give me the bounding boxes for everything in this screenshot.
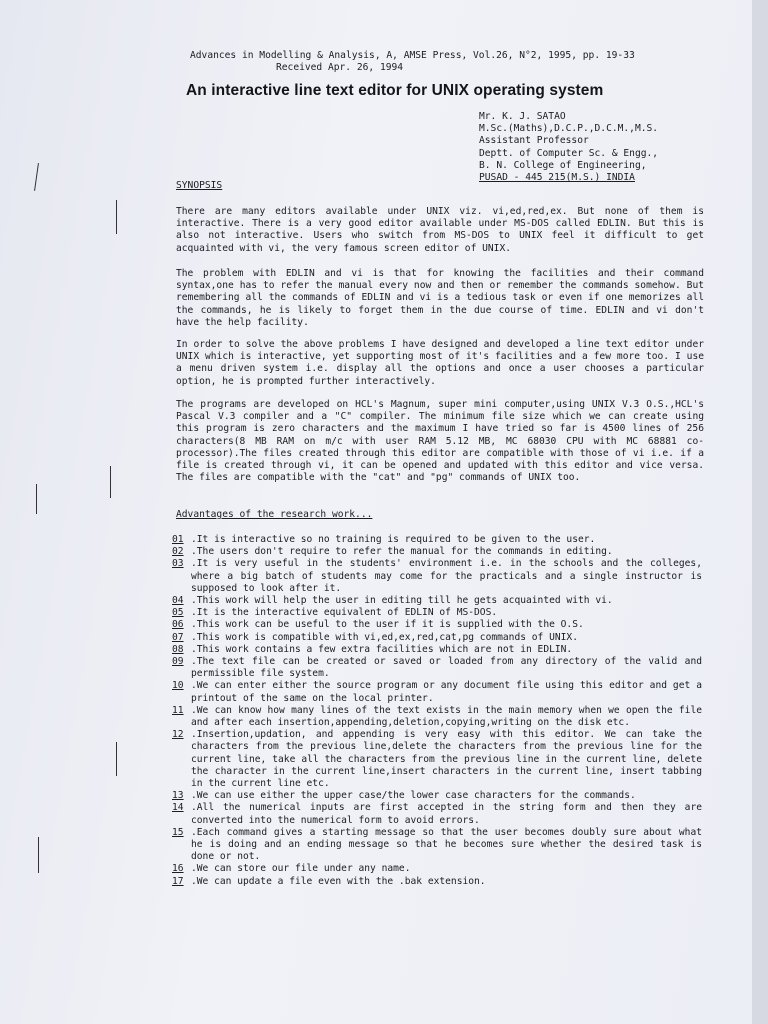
advantage-item: [172, 790, 702, 802]
author-name: Mr. K. J. SATAO: [479, 111, 566, 122]
advantage-text: .We can store our file under any name.: [191, 863, 411, 875]
advantage-number: 14: [172, 802, 184, 814]
advantage-number: 13: [172, 790, 184, 802]
advantage-number: 04: [172, 595, 184, 607]
advantage-item: [172, 619, 702, 631]
advantage-text: .We can use either the upper case/the lower case characters for the commands.: [191, 790, 636, 802]
advantage-item: [172, 534, 702, 546]
paragraph-environment: The programs are developed on HCL's Magnum, super mini computer,using UNIX V.3 O.S.,HCL's Pascal V.3 compiler and a "C" compiler. The minimum file size which we can create using this program is zero characters and the maximum I have tried so far is 4500 lines of 256 characters(8 MB RAM on m/c with user RAM 5.12 MB, MC 68030 CPU with MC 68881 co-processor).The files created through this editor are compatible with those of vi i.e. if a file is created through vi, it can be opened and updated with this editor and vice versa. The files are compatible with the "cat" and "pg" commands of UNIX too.: [176, 399, 704, 484]
advantage-text: .Insertion,updation, and appending is very easy with this editor. We can take the characters from the previous line,delete the characters from the previous line for the current line, take all the characters from the previous line in the current line, delete the character in the current line,insert characters in the current line, insert tabbing in the current line etc.: [191, 729, 702, 790]
advantage-number: 03: [172, 558, 184, 570]
advantage-text: .It is very useful in the students' environment i.e. in the schools and the colleges, where a big batch of students may come for the practicals and a single instructor is supposed to look after it.: [191, 558, 702, 594]
advantage-item: [172, 705, 702, 729]
author-position: Assistant Professor: [479, 135, 589, 147]
advantage-text: .This work will help the user in editing till he gets acquainted with vi.: [191, 595, 613, 607]
author-address: PUSAD - 445 215(M.S.) INDIA: [479, 172, 635, 184]
advantages-heading: Advantages of the research work...: [176, 509, 373, 520]
author-department: Deptt. of Computer Sc. & Engg.,: [479, 147, 659, 159]
advantage-item: [172, 632, 702, 644]
advantage-item: [172, 558, 702, 595]
advantage-item: [172, 802, 702, 826]
advantage-item: [172, 595, 702, 607]
margin-mark: [38, 837, 39, 873]
advantage-item: [172, 680, 702, 704]
margin-mark: [36, 484, 37, 514]
citation-line: Advances in Modelling & Analysis, A, AMSE Press, Vol.26, N°2, 1995, pp. 19-33: [190, 50, 635, 61]
advantage-number: 12: [172, 729, 184, 741]
advantage-item: [172, 863, 702, 875]
advantage-number: 16: [172, 863, 184, 875]
advantage-number: 05: [172, 607, 184, 619]
margin-mark: [110, 466, 111, 498]
author-degrees: M.Sc.(Maths),D.C.P.,D.C.M.,M.S.: [479, 123, 659, 135]
author-block: [479, 111, 739, 184]
advantage-number: 11: [172, 704, 184, 716]
advantage-number: 15: [172, 826, 184, 838]
advantage-number: 09: [172, 656, 184, 668]
advantage-text: .Each command gives a starting message so that the user becomes doubly sure about what he is doing and an ending message so that he becomes sure whether the desired task is done or not.: [191, 826, 702, 863]
advantage-text: .All the numerical inputs are first accepted in the string form and then they are converted into the numerical form to avoid errors.: [191, 802, 702, 826]
advantage-number: 10: [172, 680, 184, 692]
advantage-text: .The text file can be created or saved or loaded from any directory of the valid and permissible file system.: [191, 656, 702, 680]
advantage-text: .It is interactive so no training is required to be given to the user.: [191, 534, 596, 545]
advantage-text: .This work is compatible with vi,ed,ex,red,cat,pg commands of UNIX.: [191, 631, 578, 643]
author-college: B. N. College of Engineering,: [479, 159, 647, 171]
received-date: Received Apr. 26, 1994: [276, 62, 404, 74]
advantage-number: 01: [172, 534, 184, 545]
margin-mark: [116, 742, 117, 776]
advantage-text: .It is the interactive equivalent of EDLIN of MS-DOS.: [191, 607, 498, 619]
advantage-item: [172, 607, 702, 619]
citation-header: [190, 50, 710, 74]
advantage-item: [172, 656, 702, 680]
advantage-text: .This work contains a few extra facilities which are not in EDLIN.: [191, 643, 573, 655]
margin-mark: [34, 163, 39, 191]
advantages-list: [172, 534, 702, 888]
advantage-item: [172, 876, 702, 888]
advantage-text: .This work can be useful to the user if it is supplied with the O.S.: [191, 619, 584, 631]
paragraph-problem: The problem with EDLIN and vi is that for knowing the facilities and their command syntax,one has to refer the manual every now and then or remember the commands somehow. But remembering all the commands of EDLIN and vi is a tedious task or even if one memorizes all the commands, he is likely to forget them in the due course of time. EDLIN and vi don't have the help facility.: [176, 268, 704, 328]
advantage-item: [172, 729, 702, 790]
advantage-text: .We can update a file even with the .bak extension.: [191, 875, 486, 887]
advantage-text: .We can enter either the source program or any document file using this editor and get a printout of the same on the local printer.: [191, 680, 702, 704]
advantage-number: 02: [172, 546, 184, 558]
margin-mark: [116, 200, 117, 234]
advantage-number: 17: [172, 875, 184, 887]
advantage-number: 07: [172, 631, 184, 643]
paper-title: An interactive line text editor for UNIX operating system: [186, 82, 604, 99]
synopsis-heading: SYNOPSIS: [176, 180, 223, 191]
advantage-item: [172, 827, 702, 864]
advantage-number: 06: [172, 619, 184, 631]
paragraph-solution: In order to solve the above problems I have designed and developed a line text editor under UNIX which is interactive, yet supporting most of it's facilities and a few more too. I use a menu driven system i.e. display all the options and once a user chooses a particular option, he is prompted further interactively.: [176, 339, 704, 387]
advantage-number: 08: [172, 643, 184, 655]
advantage-text: .The users don't require to refer the manual for the commands in editing.: [191, 546, 613, 558]
paragraph-intro: There are many editors available under UNIX viz. vi,ed,red,ex. But none of them is interactive. There is a very good editor available under MS-DOS called EDLIN. But this is also not interactive. Users who switch from MS-DOS to UNIX feel it difficult to get acquainted with vi, the very famous screen editor of UNIX.: [176, 206, 704, 254]
advantage-item: [172, 644, 702, 656]
paper-edge: [752, 0, 768, 1024]
advantage-text: .We can know how many lines of the text exists in the main memory when we open the file and after each insertion,appending,deletion,copying,writing on the disk etc.: [191, 704, 702, 729]
advantage-item: [172, 546, 702, 558]
